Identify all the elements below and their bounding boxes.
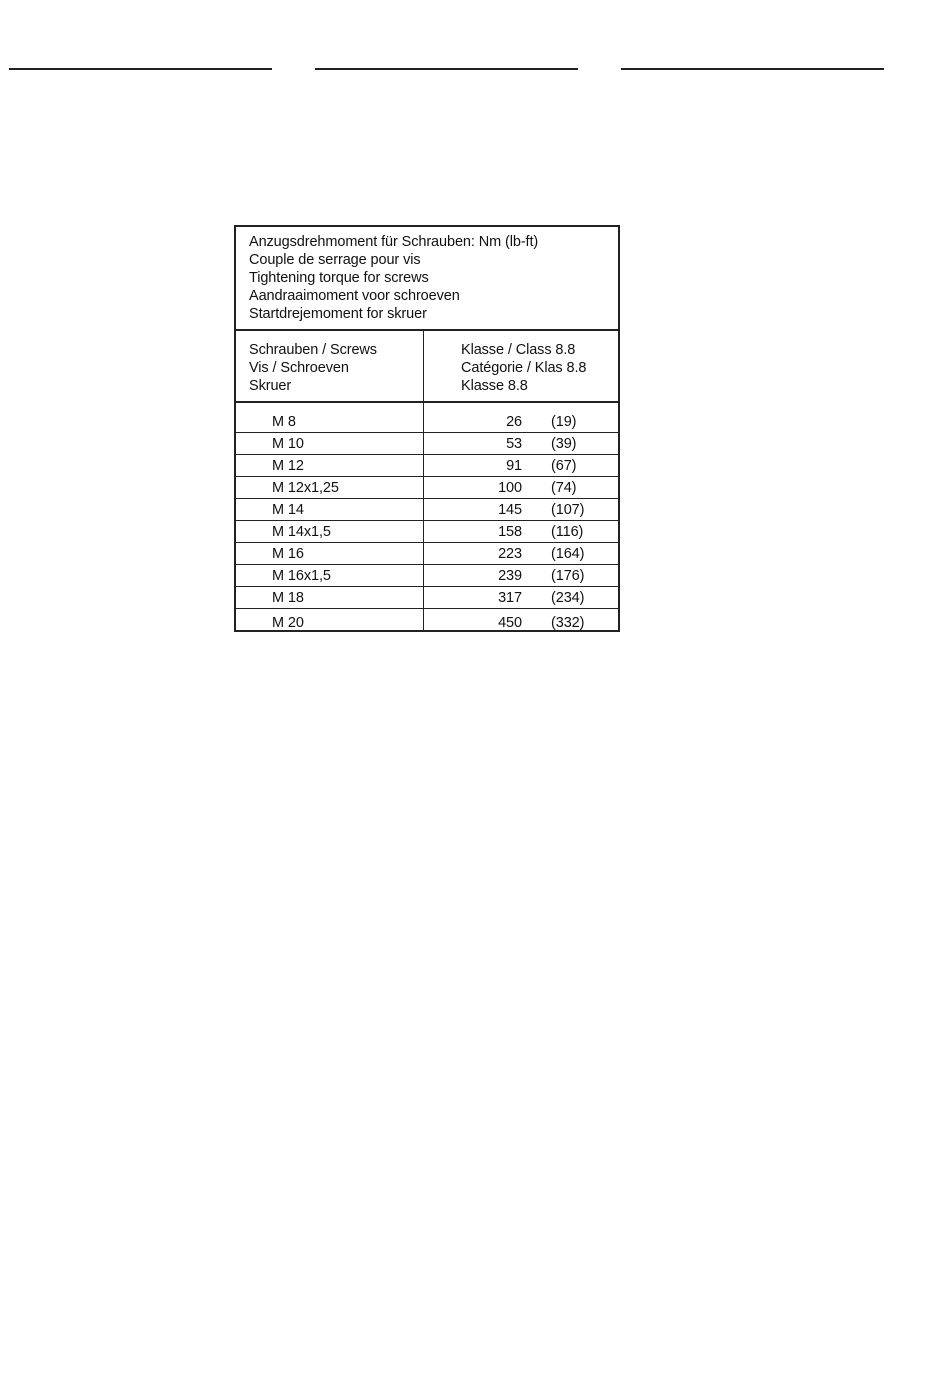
torque-lbft: (164) (551, 546, 585, 562)
table-row (236, 433, 618, 455)
table-row (236, 521, 618, 543)
table-row (236, 543, 618, 565)
table-row (236, 609, 618, 636)
title-line-da: Startdrejemoment for skruer (249, 306, 427, 322)
screw-size: M 20 (272, 615, 304, 631)
header-screws-line: Schrauben / Screws (249, 342, 377, 358)
torque-lbft: (234) (551, 590, 585, 606)
table-row (236, 455, 618, 477)
column-header-class (461, 341, 586, 395)
torque-nm: 145 (498, 502, 522, 518)
screw-size: M 14 (272, 502, 304, 518)
table-title-block (236, 227, 618, 331)
header-rule-center (315, 68, 578, 70)
screw-size: M 14x1,5 (272, 524, 331, 540)
torque-nm: 91 (506, 458, 522, 474)
torque-lbft: (332) (551, 615, 585, 631)
header-class-line: Klasse 8.8 (461, 378, 528, 394)
title-line-fr: Couple de serrage pour vis (249, 252, 421, 268)
table-body (236, 403, 618, 630)
table-row (236, 477, 618, 499)
header-class-line: Klasse / Class 8.8 (461, 342, 576, 358)
torque-nm: 53 (506, 436, 522, 452)
title-line-en: Tightening torque for screws (249, 270, 429, 286)
torque-nm: 158 (498, 524, 522, 540)
screw-size: M 16 (272, 546, 304, 562)
header-class-line: Catégorie / Klas 8.8 (461, 360, 587, 376)
header-screws-line: Skruer (249, 378, 292, 394)
torque-nm: 100 (498, 480, 522, 496)
table-row (236, 587, 618, 609)
table-row (236, 499, 618, 521)
torque-lbft: (74) (551, 480, 577, 496)
torque-nm: 450 (498, 615, 522, 631)
screw-size: M 12 (272, 458, 304, 474)
torque-nm: 239 (498, 568, 522, 584)
title-line-nl: Aandraaimoment voor schroeven (249, 288, 460, 304)
torque-table (234, 225, 620, 632)
table-row (236, 565, 618, 587)
screw-size: M 18 (272, 590, 304, 606)
screw-size: M 10 (272, 436, 304, 452)
torque-lbft: (176) (551, 568, 585, 584)
header-screws-line: Vis / Schroeven (249, 360, 349, 376)
screw-size: M 8 (272, 414, 296, 430)
torque-lbft: (67) (551, 458, 577, 474)
column-header-screws (249, 341, 377, 395)
screw-size: M 12x1,25 (272, 480, 339, 496)
torque-nm: 317 (498, 590, 522, 606)
title-line-de: Anzugsdrehmoment für Schrauben: Nm (lb-ft) (249, 234, 539, 250)
torque-lbft: (39) (551, 436, 577, 452)
column-header-row (236, 331, 618, 403)
torque-nm: 223 (498, 546, 522, 562)
torque-lbft: (19) (551, 414, 577, 430)
torque-nm: 26 (506, 414, 522, 430)
header-rule-right (621, 68, 884, 70)
header-rule-left (9, 68, 272, 70)
screw-size: M 16x1,5 (272, 568, 331, 584)
torque-lbft: (116) (551, 524, 584, 540)
torque-lbft: (107) (551, 502, 585, 518)
table-row (236, 403, 618, 433)
